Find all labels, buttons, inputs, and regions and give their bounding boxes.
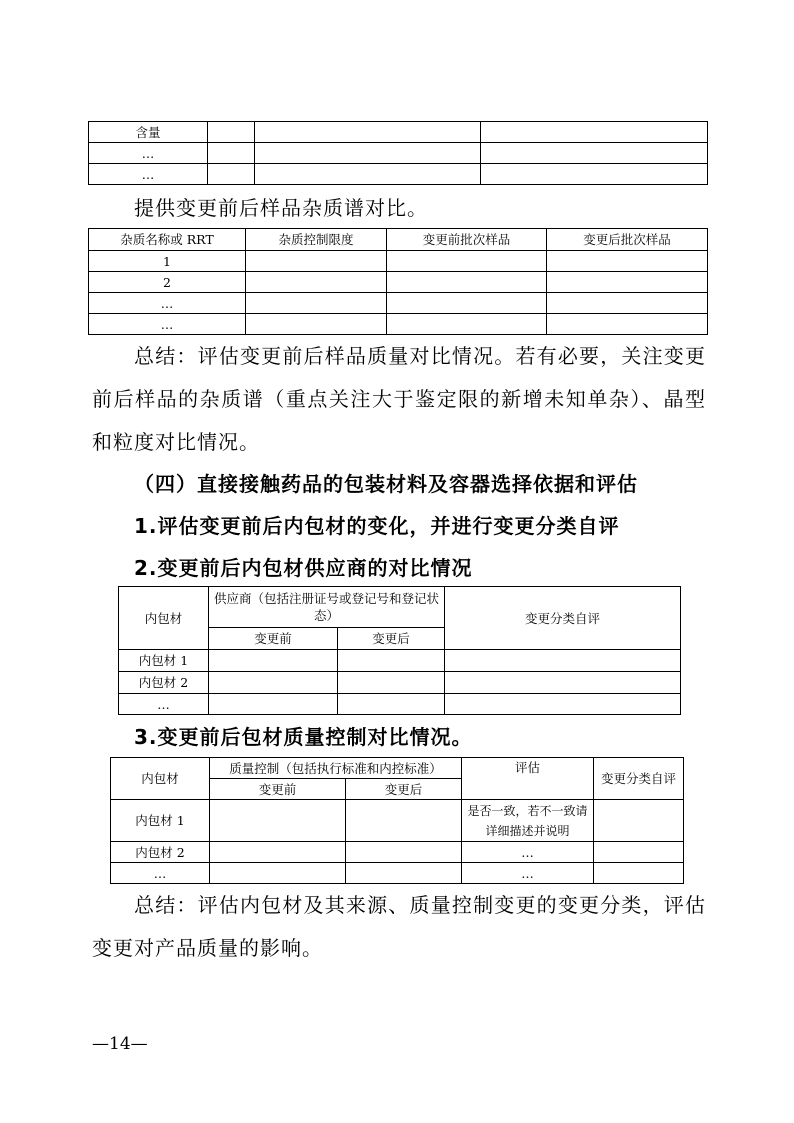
table-row [119,650,681,672]
column-header: 变更前批次样品 [387,229,547,251]
table-cell [209,694,338,715]
table-cell: … [89,314,246,335]
table-cell [445,672,681,694]
table-cell [246,314,387,335]
table-top-continuation [88,121,708,185]
column-header: 杂质控制限度 [246,229,387,251]
table-row [89,293,708,314]
column-header: 变更后批次样品 [547,229,708,251]
table-cell [338,650,445,672]
table-row [119,694,681,715]
table-cell [445,694,681,715]
table-cell [338,672,445,694]
table-cell [445,650,681,672]
table-cell [547,314,708,335]
column-header: 杂质名称或 RRT [89,229,246,251]
table-cell [346,800,462,842]
table-cell [547,293,708,314]
table-cell [594,842,684,863]
column-subheader: 变更前 [210,779,346,800]
table-cell: … [111,863,210,884]
table-cell [481,143,708,164]
table-cell [338,694,445,715]
table-cell [387,293,547,314]
table-cell [208,164,255,185]
table-cell [210,800,346,842]
table-row [111,800,684,842]
table-cell: 内包材 1 [111,800,210,842]
table-cell [209,650,338,672]
table-cell: … [119,694,209,715]
column-header: 供应商（包括注册证号或登记号和登记状态） [209,587,445,628]
table-cell [481,122,708,143]
summary-paragraph-1: 总结：评估变更前后样品质量对比情况。若有必要，关注变更前后样品的杂质谱（重点关注大于鉴定限的新增未知单杂）、晶型和粒度对比情况。 [92,344,706,454]
table-cell [387,251,547,272]
table-cell [210,863,346,884]
table-row [89,251,708,272]
table-cell [594,863,684,884]
table-row [89,122,708,143]
supplier-comparison-table [118,586,681,715]
column-header: 变更分类自评 [445,587,681,650]
table-cell: … [89,164,208,185]
table-cell [255,143,481,164]
impurity-intro-paragraph: 提供变更前后样品杂质谱对比。 [134,196,428,220]
item-3-heading: 3.变更前后包材质量控制对比情况。 [134,725,473,749]
table-cell: 含量 [89,122,208,143]
table-row [111,842,684,863]
assessment-note: 是否一致，若不一致请详细描述并说明 [462,800,594,842]
table-cell [209,672,338,694]
quality-control-table [110,757,684,884]
table-row [89,314,708,335]
table-cell [594,800,684,842]
table-row [89,272,708,293]
summary-paragraph-2: 总结：评估内包材及其来源、质量控制变更的变更分类，评估变更对产品质量的影响。 [92,893,706,960]
section-4-heading: （四）直接接触药品的包装材料及容器选择依据和评估 [134,472,638,496]
table-cell [547,251,708,272]
table-cell [346,863,462,884]
table-cell [208,143,255,164]
table-cell [246,251,387,272]
table-cell: … [89,293,246,314]
column-subheader: 变更前 [209,628,338,650]
table-header-row [119,587,681,628]
item-2-heading: 2.变更前后内包材供应商的对比情况 [134,556,473,580]
table-row [119,672,681,694]
table-cell [255,122,481,143]
impurity-table [88,228,708,335]
table-cell: 1 [89,251,246,272]
table-cell: … [89,143,208,164]
table-cell: … [462,863,594,884]
table-cell [210,842,346,863]
table-cell [481,164,708,185]
table-header-row [111,758,684,779]
table-cell [387,272,547,293]
table-cell [346,842,462,863]
table-cell [547,272,708,293]
table-cell [387,314,547,335]
column-header: 内包材 [119,587,209,650]
table-cell: … [462,842,594,863]
table-cell: 2 [89,272,246,293]
table-cell [208,122,255,143]
table-row [89,143,708,164]
table-cell: 内包材 2 [119,672,209,694]
column-header: 评估 [462,758,594,800]
table-header-row [89,229,708,251]
column-header: 内包材 [111,758,210,800]
table-cell [246,293,387,314]
column-header: 变更分类自评 [594,758,684,800]
item-1-heading: 1.评估变更前后内包材的变化，并进行变更分类自评 [134,514,620,538]
table-row [89,164,708,185]
page-number: —14— [92,1034,148,1054]
table-cell [246,272,387,293]
table-cell: 内包材 2 [111,842,210,863]
table-cell [255,164,481,185]
column-header: 质量控制（包括执行标准和内控标准） [210,758,462,779]
column-subheader: 变更后 [338,628,445,650]
column-subheader: 变更后 [346,779,462,800]
table-row [111,863,684,884]
table-cell: 内包材 1 [119,650,209,672]
